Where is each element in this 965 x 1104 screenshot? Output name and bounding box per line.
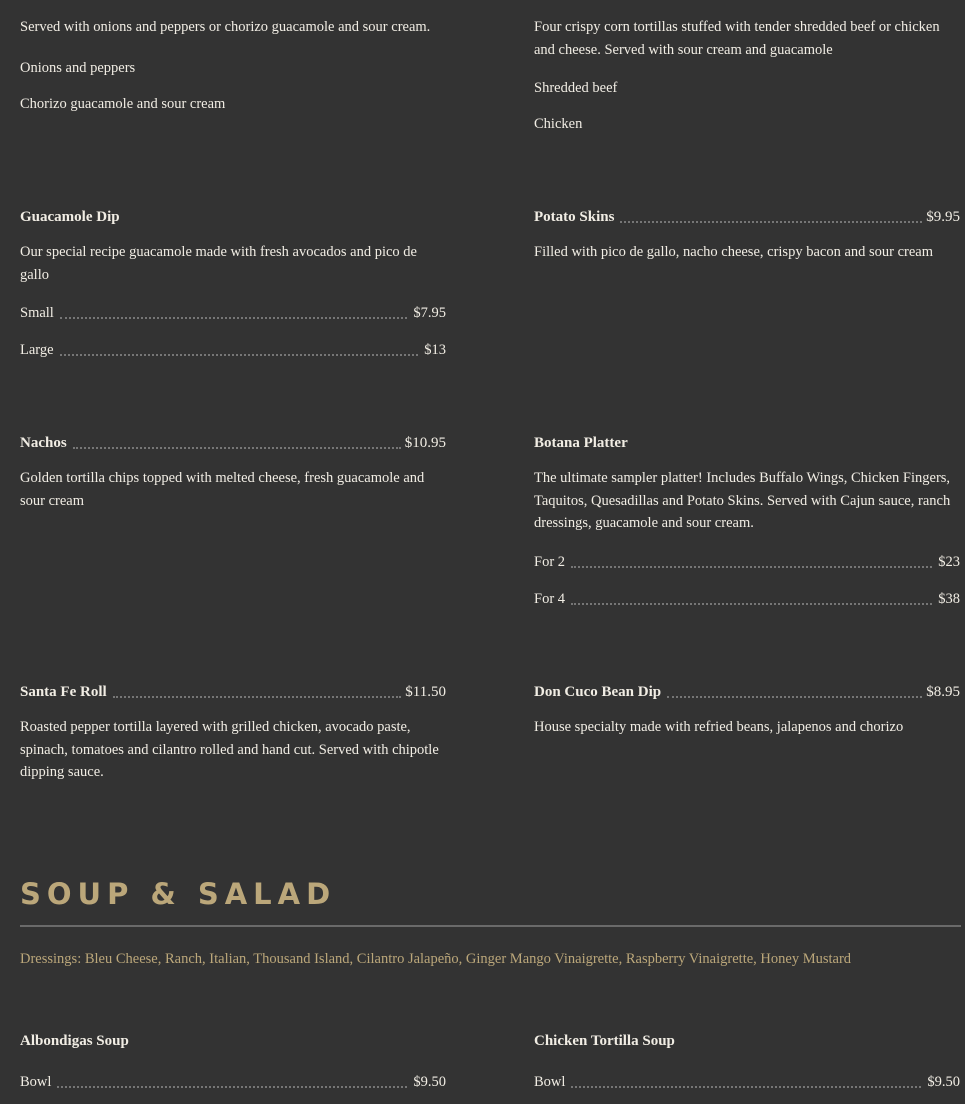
item-price: $9.95 (926, 209, 960, 225)
item-price: $8.95 (926, 684, 960, 700)
item-description: Four crispy corn tortillas stuffed with tender shredded beef or chicken and cheese. Served with sour cream and guacamole (534, 19, 940, 58)
item-title: Guacamole Dip (20, 209, 120, 225)
leader-dots (620, 209, 922, 223)
menu-item-top-left (20, 16, 446, 114)
item-description: The ultimate sampler platter! Includes Buffalo Wings, Chicken Fingers, Taquitos, Quesadillas and Potato Skins. Served with Cajun sauce, ranch dressings, guacamole and sour cream. (534, 470, 951, 531)
item-description: Roasted pepper tortilla layered with grilled chicken, avocado paste, spinach, tomatoes and cilantro rolled and hand cut. Served with chipotle dipping sauce. (20, 719, 439, 780)
item-description: Our special recipe guacamole made with fresh avocados and pico de gallo (20, 244, 417, 283)
item-title: Nachos (20, 435, 67, 451)
option-large (20, 340, 446, 360)
option-price: $23 (938, 553, 960, 570)
menu-item-potato-skins (534, 207, 960, 264)
item-description: Golden tortilla chips topped with melted cheese, fresh guacamole and sour cream (20, 470, 425, 509)
menu-item-santa-fe-roll (20, 682, 446, 784)
option-label: For 2 (534, 553, 566, 570)
option-chorizo-guacamole: Chorizo guacamole and sour cream (20, 95, 226, 112)
option-label: Small (20, 305, 54, 321)
option-chicken: Chicken (534, 116, 583, 132)
option-bowl (20, 1072, 446, 1092)
option-for-4 (534, 589, 960, 609)
item-title: Chicken Tortilla Soup (534, 1033, 675, 1049)
item-title: Albondigas Soup (20, 1033, 129, 1049)
option-shredded-beef: Shredded beef (534, 80, 618, 96)
menu-item-don-cuco-bean-dip (534, 682, 960, 739)
option-small (20, 303, 446, 323)
leader-dots (113, 684, 402, 698)
option-for-2 (534, 552, 960, 572)
item-price: $10.95 (404, 435, 446, 451)
menu-item-guacamole-dip (20, 207, 446, 360)
option-price: $9.50 (413, 1074, 446, 1090)
option-price: $38 (938, 590, 960, 607)
item-title: Don Cuco Bean Dip (534, 684, 662, 700)
option-label: Large (20, 342, 54, 358)
item-description: Served with onions and peppers or chorizo guacamole and sour cream. (20, 19, 431, 35)
menu-item-top-right (534, 16, 960, 134)
item-price: $11.50 (405, 684, 446, 700)
item-description: Filled with pico de gallo, nacho cheese, crispy bacon and sour cream (534, 244, 934, 260)
option-price: $7.95 (413, 305, 446, 321)
section-divider (20, 925, 961, 927)
leader-dots (667, 684, 922, 698)
option-label: For 4 (534, 590, 566, 607)
leader-dots (571, 1074, 921, 1088)
option-price: $13 (424, 342, 446, 358)
menu-item-chicken-tortilla-soup (534, 1031, 960, 1092)
leader-dots (571, 554, 932, 568)
menu-item-botana-platter (534, 433, 960, 609)
leader-dots (60, 305, 408, 319)
item-description: House specialty made with refried beans, jalapenos and chorizo (534, 719, 904, 735)
leader-dots (60, 342, 419, 356)
option-label: Bowl (534, 1074, 566, 1090)
item-title: Botana Platter (534, 435, 628, 451)
menu-item-nachos (20, 433, 446, 512)
leader-dots (571, 591, 932, 605)
option-bowl (534, 1072, 960, 1092)
item-title: Potato Skins (534, 209, 615, 225)
option-price: $9.50 (927, 1074, 960, 1090)
menu-item-albondigas-soup (20, 1031, 446, 1092)
leader-dots (73, 435, 401, 449)
section-heading-soup-salad: SOUP & SALAD (20, 877, 337, 911)
item-title: Santa Fe Roll (20, 684, 107, 700)
option-label: Bowl (20, 1074, 52, 1090)
dressings-note: Dressings: Bleu Cheese, Ranch, Italian, Thousand Island, Cilantro Jalapeño, Ginger Mango Vinaigrette, Raspberry Vinaigrette, Honey Mustard (20, 951, 852, 967)
option-onions-peppers: Onions and peppers (20, 59, 136, 76)
leader-dots (57, 1074, 407, 1088)
